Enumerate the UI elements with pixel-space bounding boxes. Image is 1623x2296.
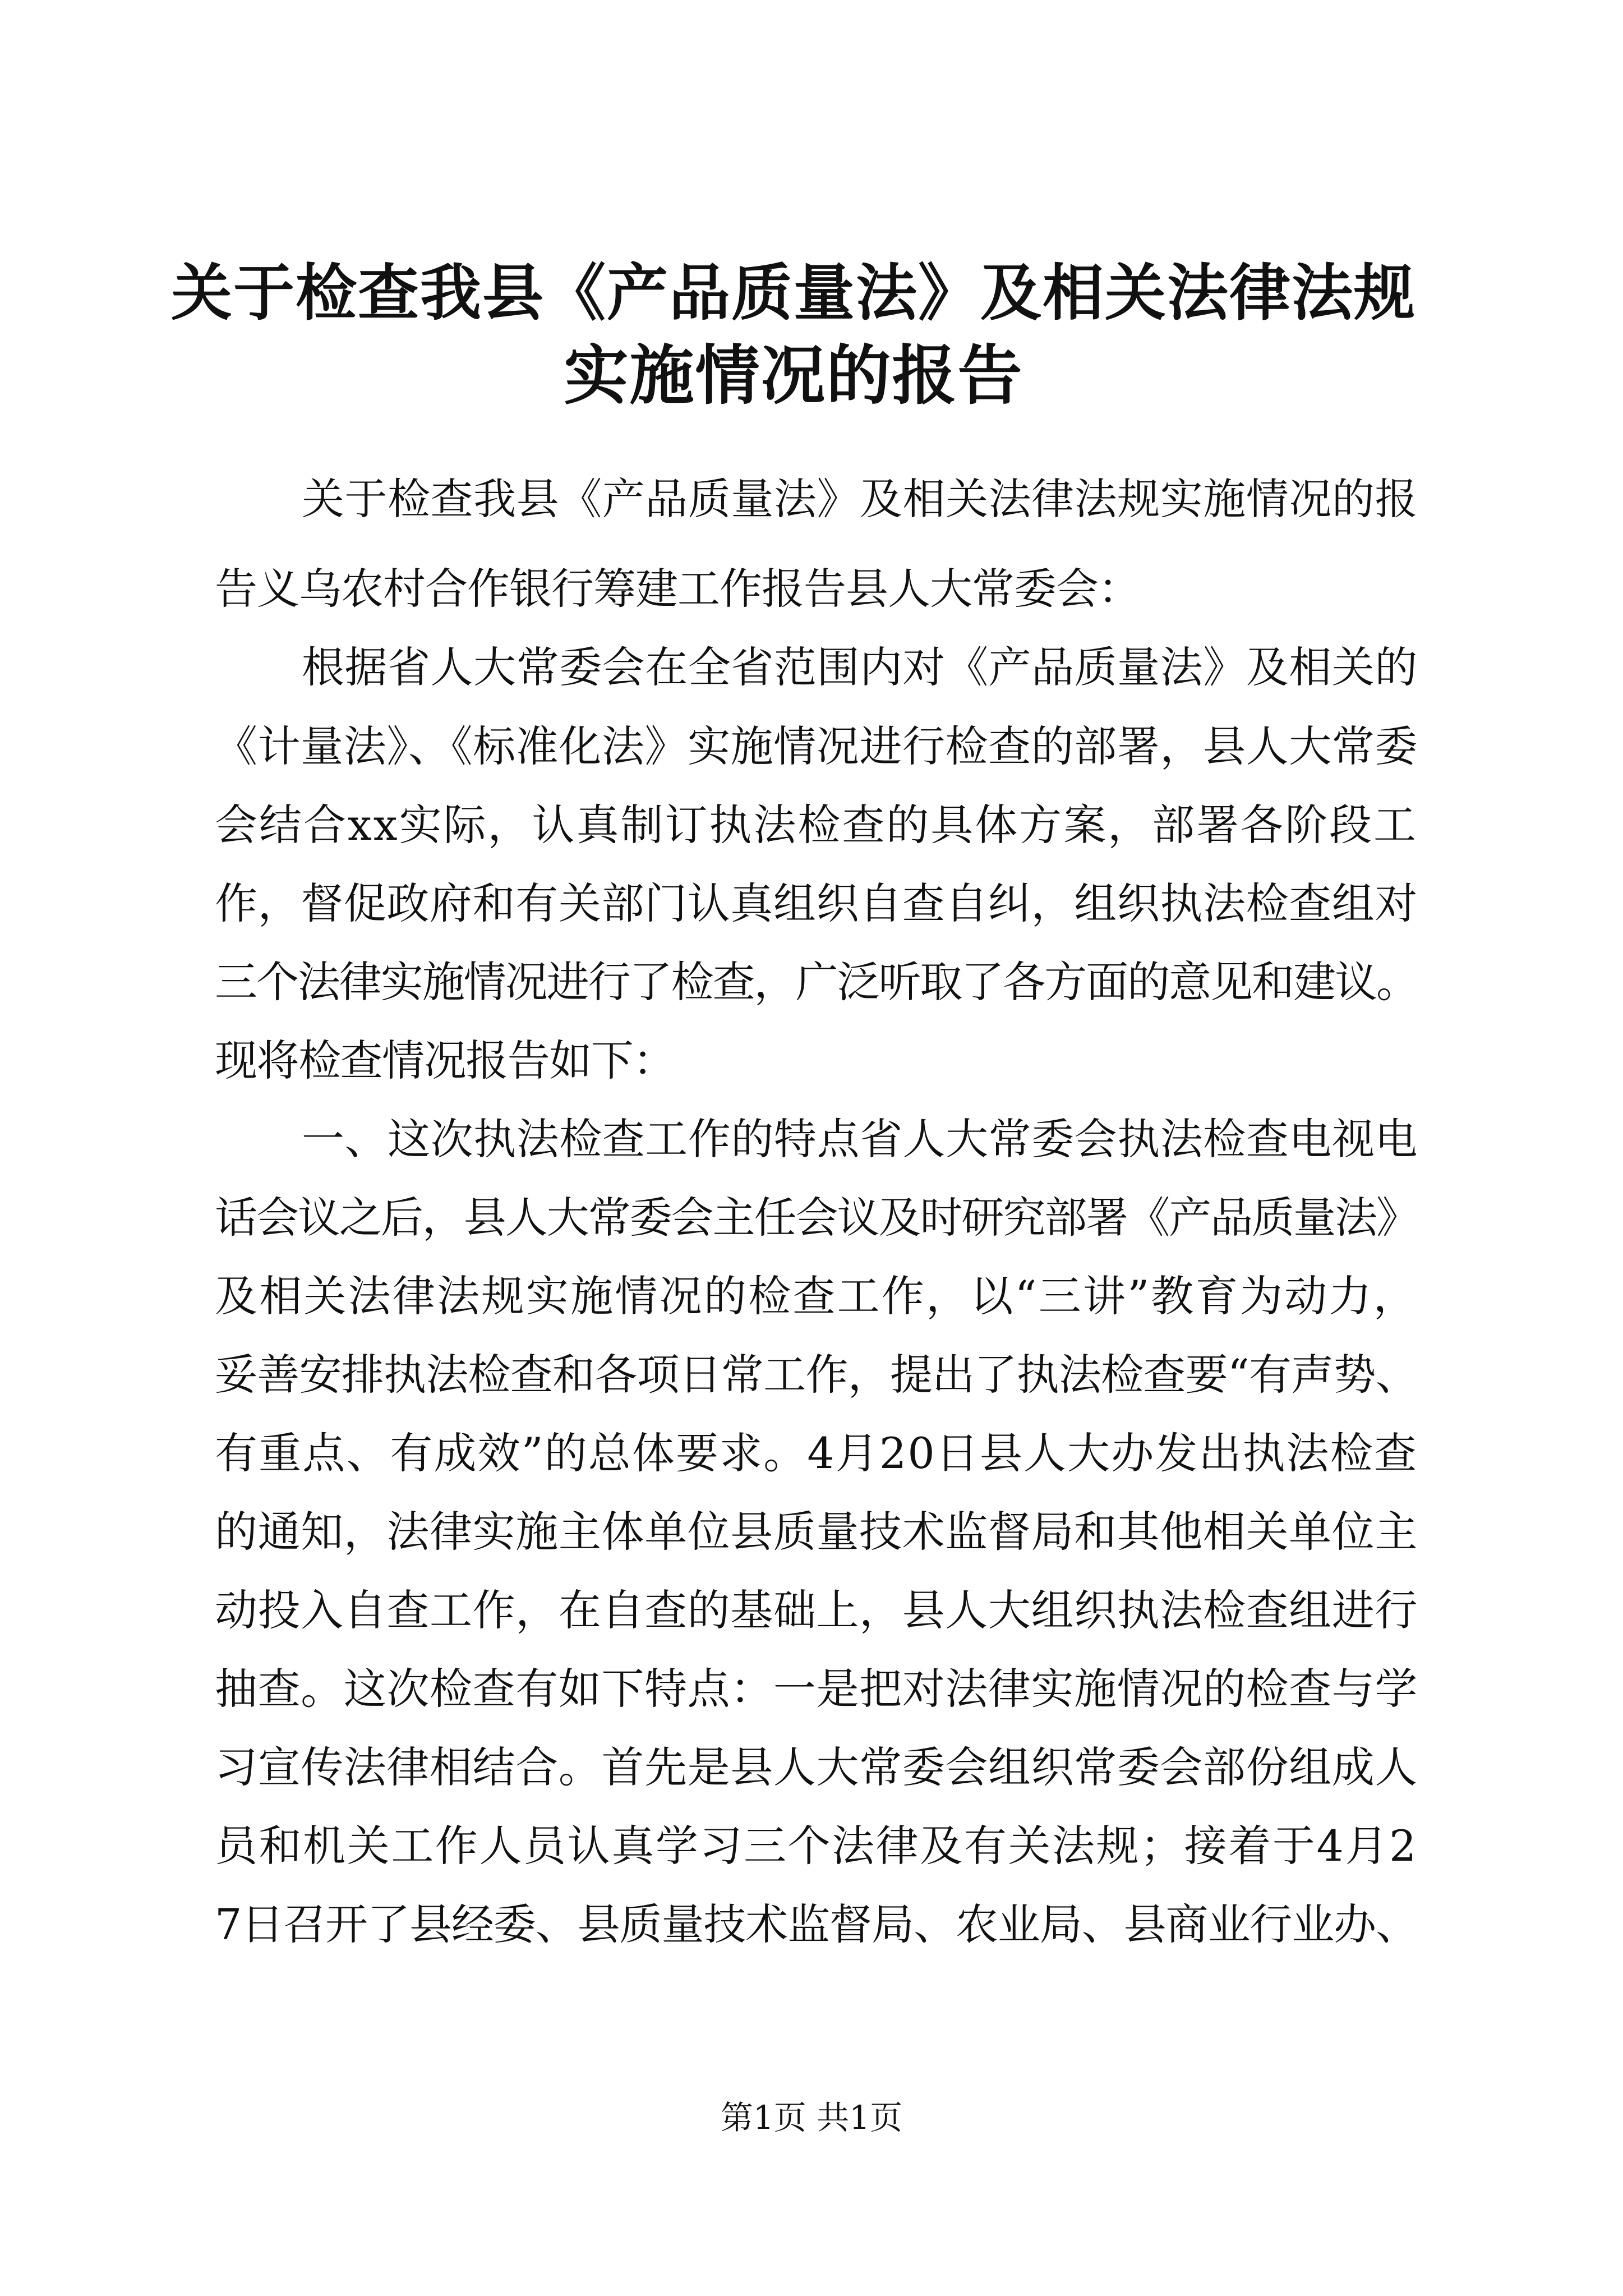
body-text-line: 话会议之后，县人大常委会主任会议及时研究部署《产品质量法》 [215, 1193, 1418, 1243]
body-text-line: 《计量法》、《标准化法》实施情况进行检查的部署，县人大常委 [215, 721, 1418, 771]
body-text-line: 有重点、有成效”的总体要求。4月20日县人大办发出执法检查 [215, 1428, 1418, 1478]
body-text-line: 现将检查情况报告如下： [215, 1036, 675, 1085]
body-text-line: 习宣传法律相结合。首先是县人大常委会组织常委会部份组成人 [215, 1742, 1418, 1792]
body-text-line: 的通知，法律实施主体单位县质量技术监督局和其他相关单位主 [215, 1507, 1418, 1557]
body-text-line: 三个法律实施情况进行了检查，广泛听取了各方面的意见和建议。 [215, 957, 1418, 1007]
body-text-line: 动投入自查工作，在自查的基础上，县人大组织执法检查组进行 [215, 1585, 1418, 1635]
body-text-line: 告义乌农村合作银行筹建工作报告县人大常委会： [215, 564, 1140, 614]
body-text-line: 一、这次执法检查工作的特点省人大常委会执法检查电视电 [302, 1114, 1418, 1164]
body-text-line: 员和机关工作人员认真学习三个法律及有关法规；接着于4月2 [215, 1821, 1418, 1871]
body-text-line: 7日召开了县经委、县质量技术监督局、农业局、县商业行业办、 [215, 1899, 1418, 1949]
page-footer: 第1页 共1页 [720, 2099, 903, 2137]
body-text-line: 及相关法律法规实施情况的检查工作，以“三讲”教育为动力， [215, 1271, 1418, 1321]
body-text-line: 关于检查我县《产品质量法》及相关法律法规实施情况的报 [302, 474, 1418, 524]
body-text-line: 作，督促政府和有关部门认真组织自查自纠，组织执法检查组对 [215, 878, 1418, 928]
document-title-line-2: 实施情况的报告 [564, 338, 1023, 413]
body-text-line: 妥善安排执法检查和各项日常工作，提出了执法检查要“有声势、 [215, 1350, 1418, 1400]
body-text-line: 会结合xx实际，认真制订执法检查的具体方案，部署各阶段工 [215, 800, 1418, 850]
document-title-line-1: 关于检查我县《产品质量法》及相关法律法规 [171, 257, 1416, 329]
body-text-line: 抽查。这次检查有如下特点：一是把对法律实施情况的检查与学 [215, 1664, 1418, 1714]
body-text-line: 根据省人大常委会在全省范围内对《产品质量法》及相关的 [302, 642, 1418, 692]
